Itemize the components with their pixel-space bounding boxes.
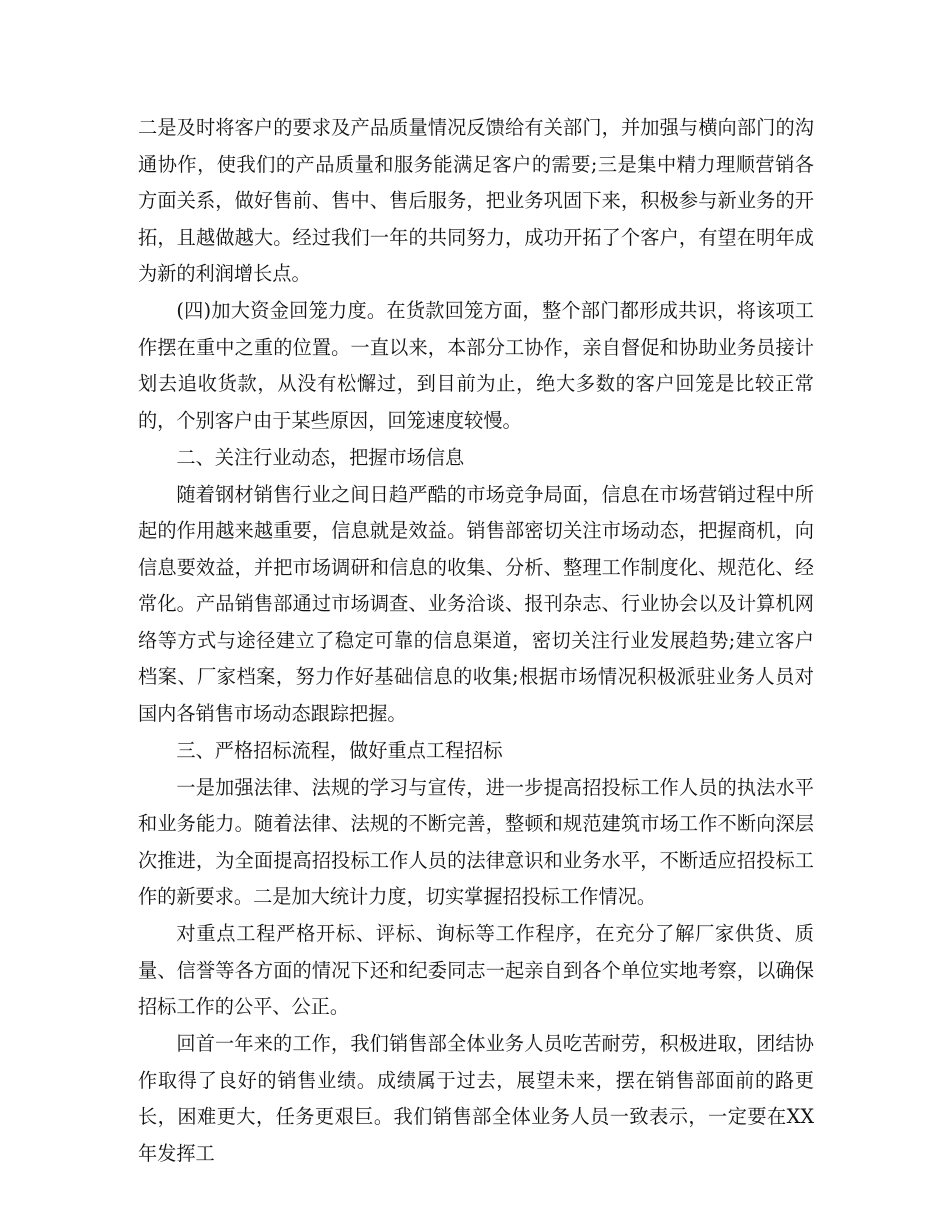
paragraph-4: 一是加强法律、法规的学习与宣传，进一步提高招投标工作人员的执法水平和业务能力。随着法律、法规的不断完善，整顿和规范建筑市场工作不断向深层次推进，为全面提高招投标工作人员的法律意识和业务水平，不断适应招投标工作的新要求。二是加大统计力度，切实掌握招投标工作情况。 [138, 775, 814, 908]
document-body [138, 110, 814, 1173]
paragraph-5: 对重点工程严格开标、评标、询标等工作程序，在充分了解厂家供货、质量、信誉等各方面的情况下还和纪委同志一起亲自到各个单位实地考察，以确保招标工作的公平、公正。 [138, 922, 814, 1018]
paragraph-6: 回首一年来的工作，我们销售部全体业务人员吃苦耐劳，积极进取，团结协作取得了良好的销售业绩。成绩属于过去，展望未来，摆在销售部面前的路更长，困难更大，任务更艰巨。我们销售部全体业务人员一致表示，一定要在XX年发挥工 [138, 1032, 814, 1165]
section-heading-2: 二、关注行业动态，把握市场信息 [176, 445, 465, 469]
paragraph-2: (四)加大资金回笼力度。在货款回笼方面，整个部门都形成共识，将该项工作摆在重中之重的位置。一直以来，本部分工协作，亲自督促和协助业务员接计划去追收货款，从没有松懈过，到目前为止，绝大多数的客户回笼是比较正常的，个别客户由于某些原因，回笼速度较慢。 [138, 299, 814, 432]
section-heading-3: 三、严格招标流程，做好重点工程招标 [176, 738, 503, 762]
paragraph-3: 随着钢材销售行业之间日趋严酷的市场竞争局面，信息在市场营销过程中所起的作用越来越重要，信息就是效益。销售部密切关注市场动态，把握商机，向信息要效益，并把市场调研和信息的收集、分析、整理工作制度化、规范化、经常化。产品销售部通过市场调查、业务洽谈、报刊杂志、行业协会以及计算机网络等方式与途径建立了稳定可靠的信息渠道，密切关注行业发展趋势;建立客户档案、厂家档案，努力作好基础信息的收集;根据市场情况积极派驻业务人员对国内各销售市场动态跟踪把握。 [138, 482, 814, 725]
paragraph-1: 二是及时将客户的要求及产品质量情况反馈给有关部门，并加强与横向部门的沟通协作，使我们的产品质量和服务能满足客户的需要;三是集中精力理顺营销各方面关系，做好售前、售中、售后服务，把业务巩固下来，积极参与新业务的开拓，且越做越大。经过我们一年的共同努力，成功开拓了个客户，有望在明年成为新的利润增长点。 [138, 116, 814, 285]
